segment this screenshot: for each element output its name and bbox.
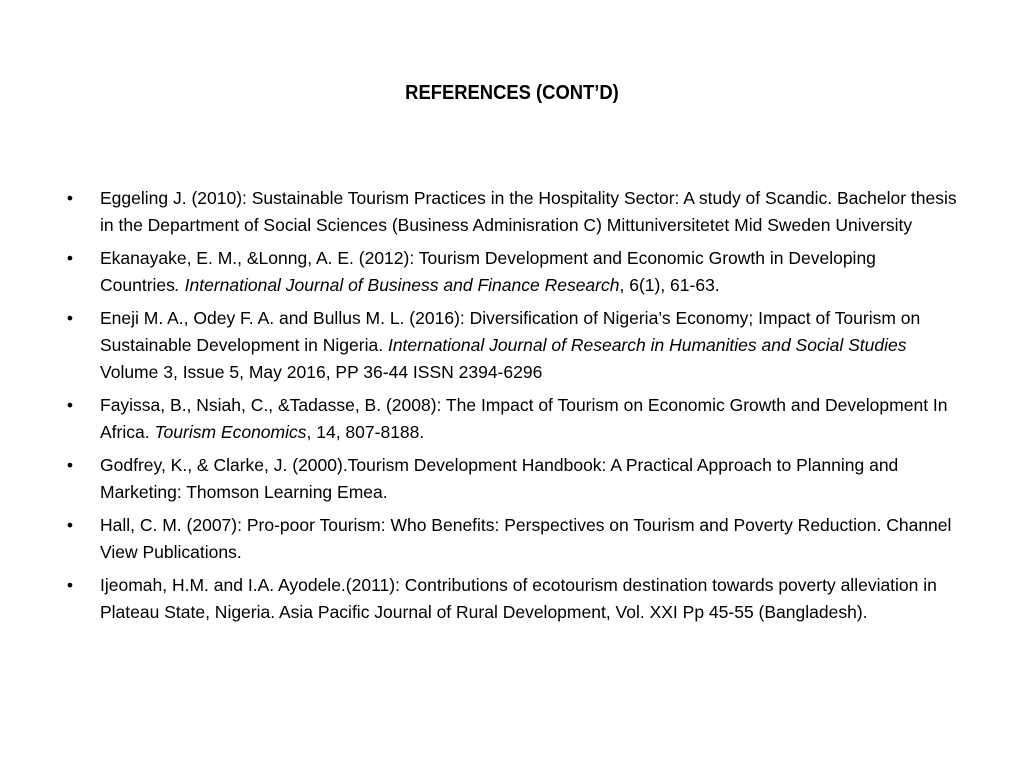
bullet-icon: • xyxy=(66,515,74,535)
list-item xyxy=(60,245,960,299)
bullet-icon: • xyxy=(66,248,74,268)
reference-list xyxy=(60,185,960,632)
reference-text: Hall, C. M. (2007): Pro-poor Tourism: Who Benefits: Perspectives on Tourism and Poverty Reduction. Channel View Publications. xyxy=(100,515,952,562)
reference-text: Volume 3, Issue 5, May 2016, PP 36-44 ISSN 2394-6296 xyxy=(100,362,543,382)
list-item xyxy=(60,452,960,506)
reference-text: Godfrey, K., & Clarke, J. (2000).Tourism Development Handbook: A Practical Approach to Planning and Marketing: Thomson Learning Emea. xyxy=(100,455,899,502)
bullet-icon: • xyxy=(66,308,74,328)
reference-text: , 14, 807-8188. xyxy=(306,422,425,442)
reference-journal: International Journal of Research in Humanities and Social Studies xyxy=(387,335,907,355)
reference-text: , 6(1), 61-63. xyxy=(619,275,720,295)
bullet-icon: • xyxy=(66,575,74,595)
reference-journal: Tourism Economics xyxy=(154,422,307,442)
reference-text: Eneji M. A., Odey F. A. and Bullus M. L. (2016): Diversification of Nigeria’s Economy; Impact of Tourism on Sustainable Development in Nigeria. xyxy=(100,308,921,355)
bullet-icon: • xyxy=(66,395,74,415)
bullet-icon: • xyxy=(66,455,74,475)
list-item xyxy=(60,305,960,386)
list-item xyxy=(60,392,960,446)
reference-text: Eggeling J. (2010): Sustainable Tourism Practices in the Hospitality Sector: A study of Scandic. Bachelor thesis in the Department of Social Sciences (Business Adminisration C) Mittuniversitetet Mid Sweden University xyxy=(100,188,957,235)
list-item xyxy=(60,512,960,566)
reference-text: Ijeomah, H.M. and I.A. Ayodele.(2011): Contributions of ecotourism destination towards poverty alleviation in Plateau State, Nigeria. Asia Pacific Journal of Rural Development, Vol. XXI Pp 45-55 (Bangladesh). xyxy=(100,575,937,622)
reference-text: Ekanayake, E. M., &Lonng, A. E. (2012): Tourism Development and Economic Growth in Developing Countries xyxy=(100,248,876,295)
list-item xyxy=(60,185,960,239)
page-title: REFERENCES (CONT’D) xyxy=(405,82,619,104)
reference-text: Fayissa, B., Nsiah, C., &Tadasse, B. (2008): The Impact of Tourism on Economic Growth and Development In Africa. xyxy=(100,395,948,442)
bullet-icon: • xyxy=(66,188,74,208)
list-item xyxy=(60,572,960,626)
reference-journal: . International Journal of Business and Finance Research xyxy=(174,275,620,295)
